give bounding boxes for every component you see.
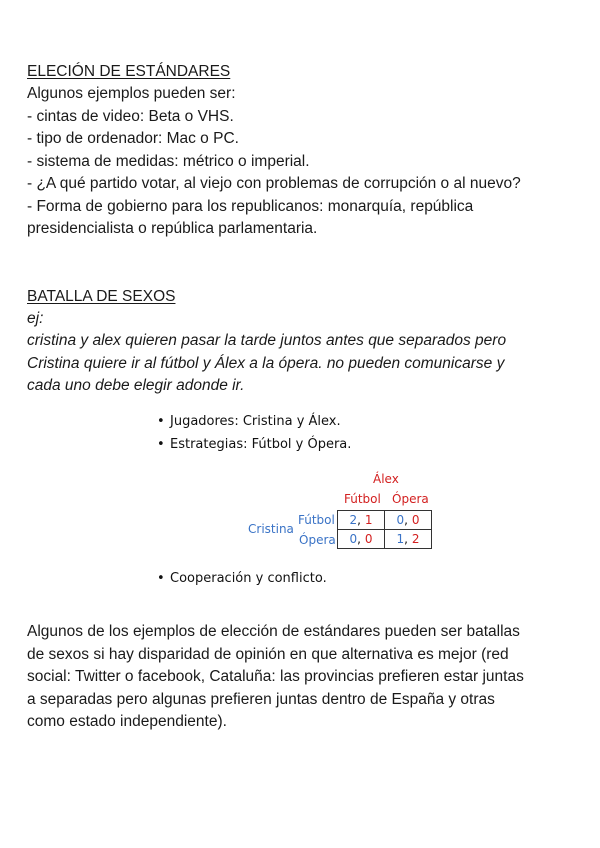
payoff-cell: 0, 0 bbox=[338, 530, 385, 549]
column-player-label: Álex bbox=[373, 472, 399, 486]
payoff-row bbox=[338, 530, 432, 549]
bullet-icon: • bbox=[157, 571, 165, 586]
document-body bbox=[27, 61, 587, 398]
list-item: - cintas de video: Beta o VHS. bbox=[27, 107, 234, 125]
section-title-batalla: BATALLA DE SEXOS bbox=[27, 287, 176, 305]
example-label: ej: bbox=[27, 309, 44, 327]
payoff-row bbox=[338, 511, 432, 530]
bullet-icon: • bbox=[157, 437, 165, 452]
payoff-cell: 2, 1 bbox=[338, 511, 385, 530]
figure-bullet-estrategias: • Estrategias: Fútbol y Ópera. bbox=[157, 437, 352, 452]
closing-paragraph bbox=[27, 621, 575, 734]
list-item: - sistema de medidas: métrico o imperial. bbox=[27, 152, 310, 170]
figure-bullet-jugadores: • Jugadores: Cristina y Álex. bbox=[157, 414, 341, 429]
bullet-icon: • bbox=[157, 414, 165, 429]
section-title-eleccion: ELECIÓN DE ESTÁNDARES bbox=[27, 63, 231, 80]
example-line: cristina y alex quieren pasar la tarde juntos antes que separados pero bbox=[27, 332, 507, 349]
list-item: - Forma de gobierno para los republicanos: monarquía, república bbox=[27, 197, 474, 215]
payoff-matrix bbox=[337, 510, 432, 549]
example-line: cada uno debe elegir adonde ir. bbox=[27, 377, 245, 394]
row-player-label: Cristina bbox=[248, 522, 294, 536]
paragraph-line: de sexos si hay disparidad de opinión en que alternativa es mejor (red bbox=[27, 645, 509, 663]
row-strategy-label: Fútbol bbox=[298, 513, 335, 527]
section-intro: Algunos ejemplos pueden ser: bbox=[27, 85, 236, 102]
list-item-continuation: presidencialista o república parlamentaria. bbox=[27, 220, 318, 237]
column-strategy-label: Fútbol bbox=[344, 492, 381, 506]
paragraph-line: a separadas pero algunas prefieren juntas dentro de España y otras bbox=[27, 690, 495, 708]
paragraph-line: social: Twitter o facebook, Cataluña: las provincias prefieren estar juntas bbox=[27, 668, 524, 685]
column-strategy-label: Ópera bbox=[392, 492, 429, 506]
paragraph-line: Algunos de los ejemplos de elección de estándares pueden ser batallas bbox=[27, 623, 520, 640]
payoff-cell: 0, 0 bbox=[385, 511, 432, 530]
example-line: Cristina quiere ir al fútbol y Álex a la ópera. no pueden comunicarse y bbox=[27, 354, 505, 372]
row-strategy-label: Ópera bbox=[299, 533, 336, 547]
list-item: - tipo de ordenador: Mac o PC. bbox=[27, 130, 239, 147]
paragraph-line: como estado independiente). bbox=[27, 713, 227, 730]
game-figure bbox=[145, 401, 455, 591]
list-item: - ¿A qué partido votar, al viejo con problemas de corrupción o al nuevo? bbox=[27, 175, 521, 192]
figure-bullet-cooperacion: • Cooperación y conflicto. bbox=[157, 571, 327, 586]
payoff-cell: 1, 2 bbox=[385, 530, 432, 549]
